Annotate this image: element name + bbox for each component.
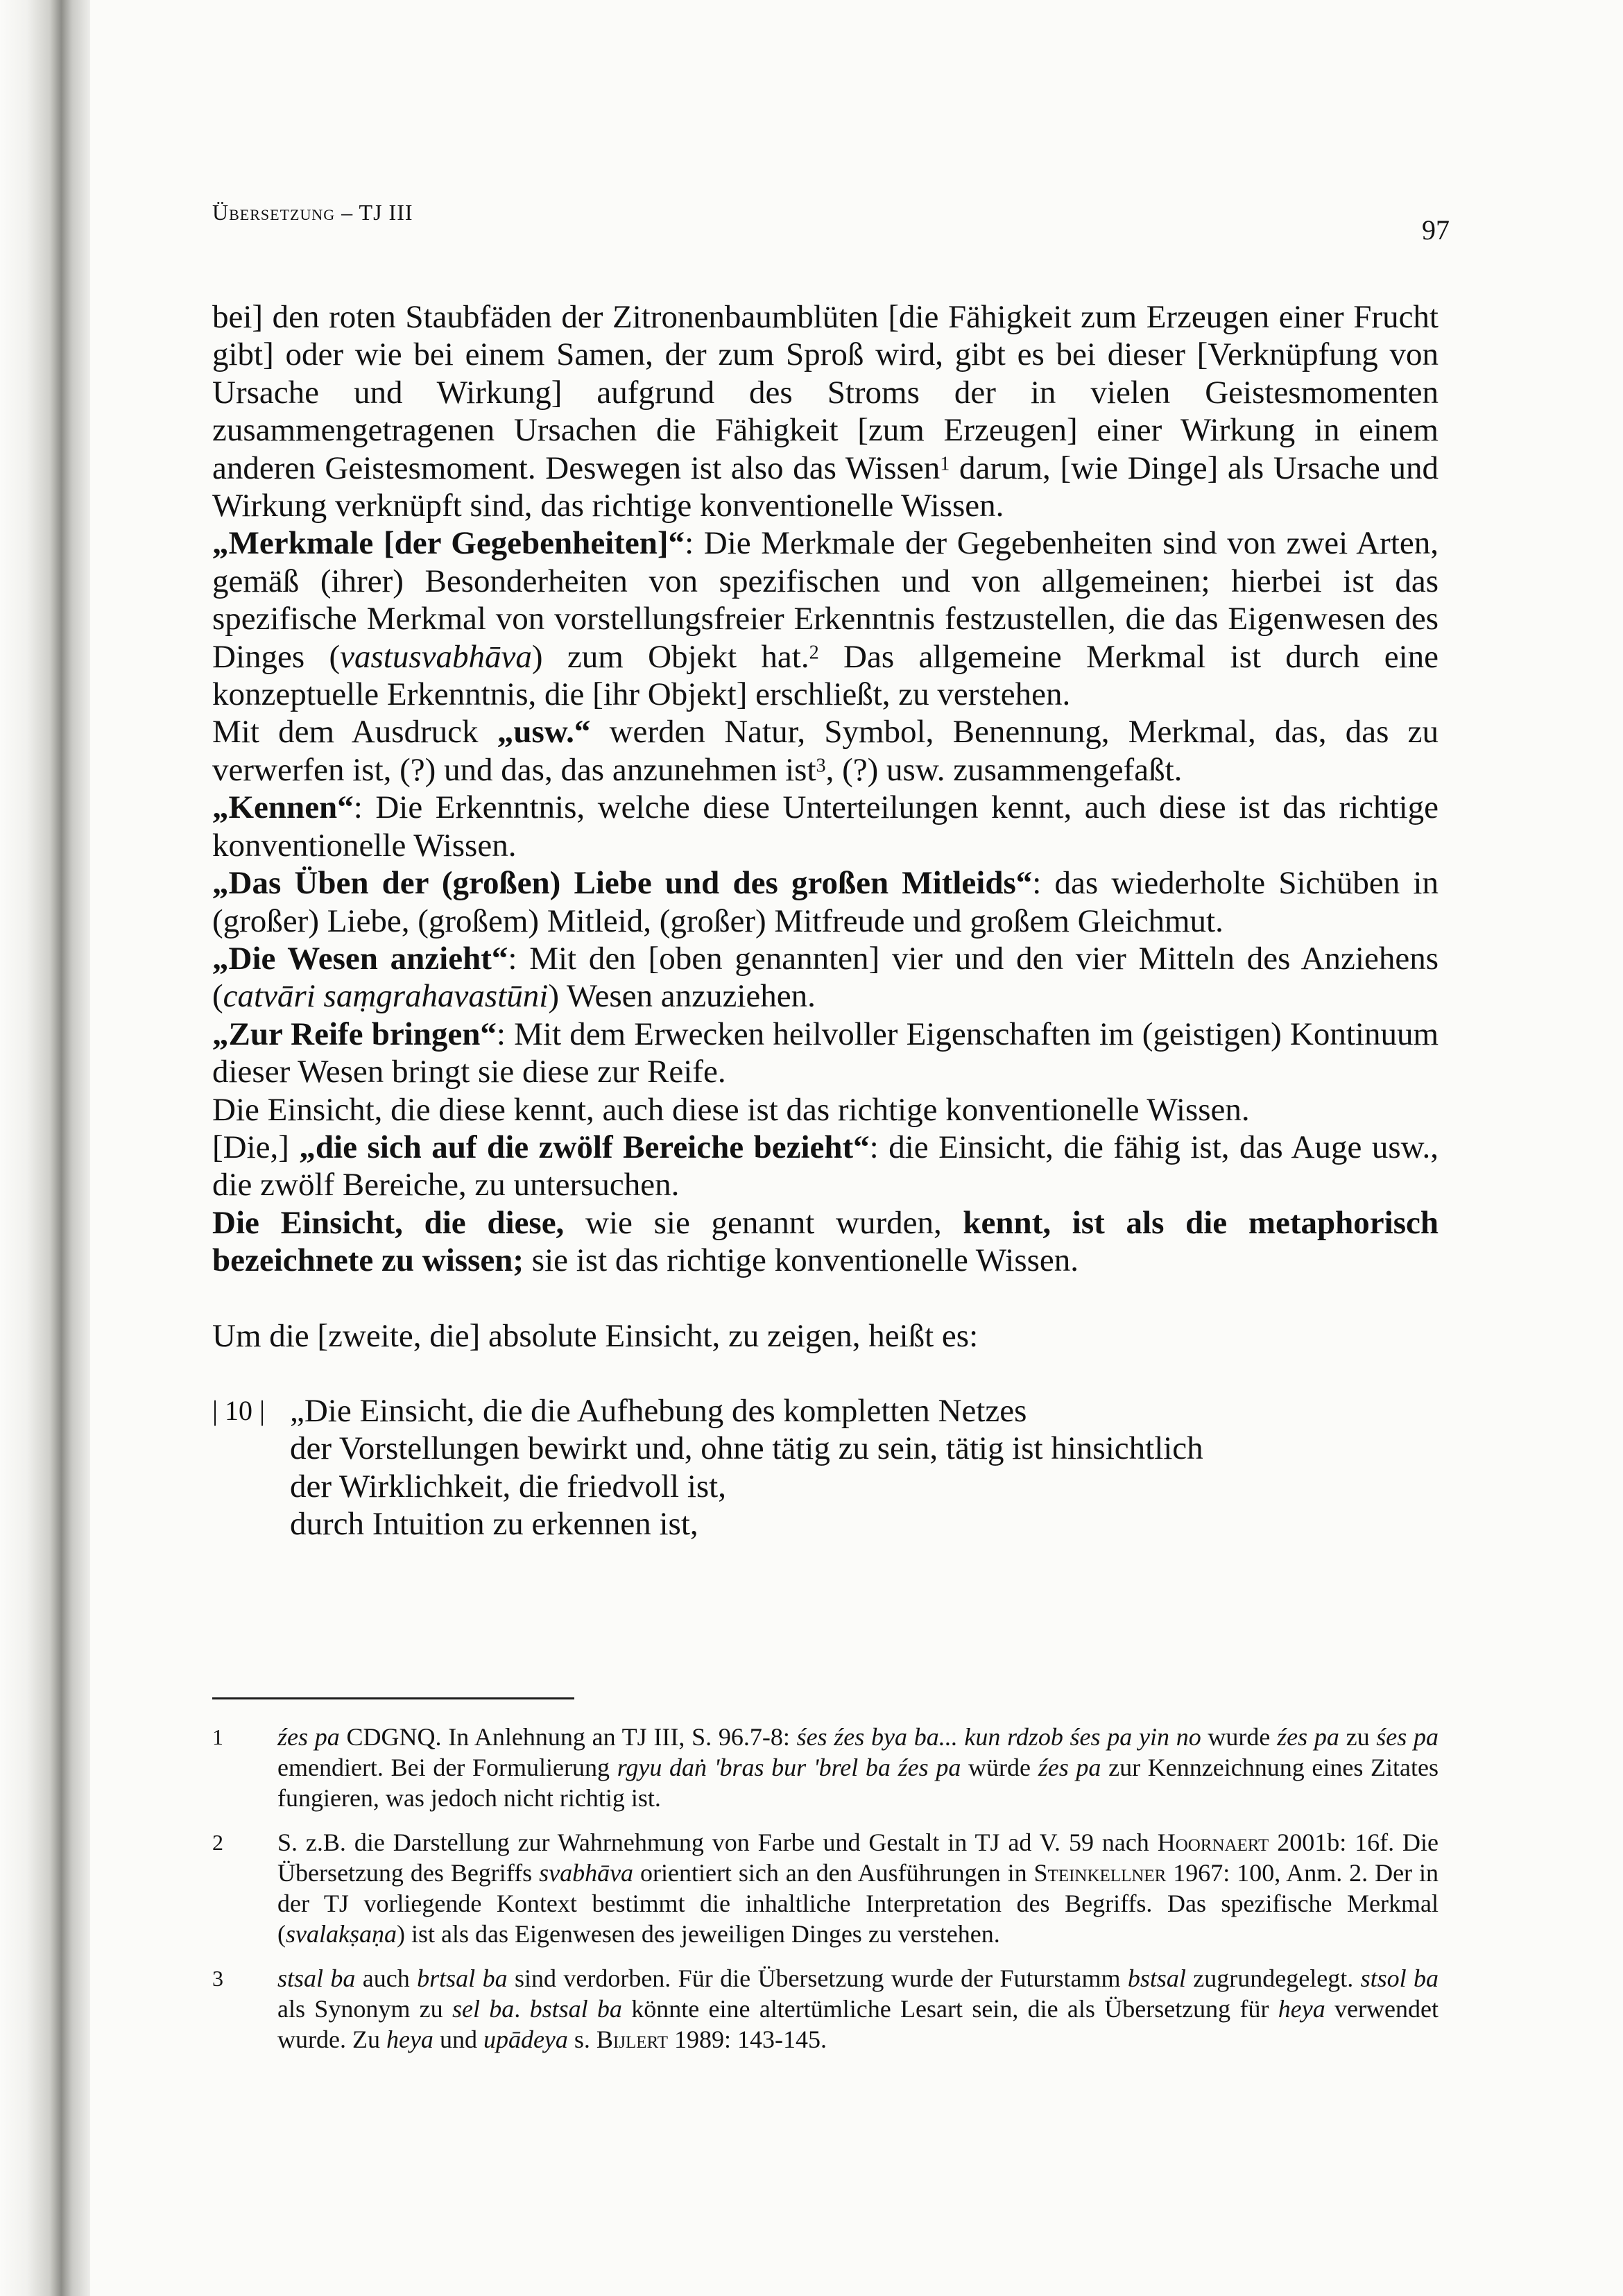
sanskrit-term: vastusvabhāva xyxy=(340,638,532,675)
footnote-number: 2 xyxy=(212,1830,223,1855)
verse-number: | 10 | xyxy=(212,1394,266,1426)
verse-block xyxy=(212,1392,1439,1543)
lemma: „Merkmale [der Gegebenheiten]“ xyxy=(212,525,685,562)
paragraph: „Merkmale [der Gegebenheiten]“: Die Merkmale der Gegebenheiten sind von zwei Arten, gemäß (ihrer) Besonderheiten von spezifischen und von allgemeinen; hierbei ist das spezifische Merkmal von vorstellungsfreier Erkenntnis festzustellen, die das Eigenwesen des Dinges (vastusvabhāva) zum Objekt hat.$^2$ Das allgemeine Merkmal ist durch eine konzeptuelle Erkenntnis, die [ihr Objekt] erschließt, zu verstehen. xyxy=(212,525,1439,713)
lemma: kennt, ist als die metaphorisch bezeichnete zu wissen; xyxy=(212,1204,1439,1279)
footnote-text: S. z.B. die Darstellung zur Wahrnehmung von Farbe und Gestalt in TJ ad V. 59 nach Hoornaert 2001b: 16f. Die Übersetzung des Begriffs svabhāva orientiert sich an den Ausführungen in Steinkellner 1967: 100, Anm. 2. Der in der TJ vorliegende Kontext bestimmt die inhaltliche Interpretation des Begriffs. Das spezifische Merkmal (svalakṣaṇa) ist als das Eigenwesen des jeweiligen Dinges zu verstehen. xyxy=(277,1828,1439,1948)
footnote-text: stsal ba auch brtsal ba sind verdorben. Für die Übersetzung wurde der Futurstamm bstsal zugrundegelegt. stsol ba als Synonym zu sel ba. bstsal ba könnte eine altertümliche Lesart sein, die als Übersetzung für heya verwendet wurde. Zu heya und upādeya s. Bijlert 1989: 143-145. xyxy=(277,1964,1439,2053)
lemma: „Die Wesen anzieht“ xyxy=(212,940,508,977)
verse-line: „Die Einsicht, die die Aufhebung des kompletten Netzes xyxy=(290,1392,1027,1429)
paragraph: [Die,] „die sich auf die zwölf Bereiche bezieht“: die Einsicht, die fähig ist, das Auge usw., die zwölf Bereiche, zu untersuchen. xyxy=(212,1129,1439,1203)
paragraph: Die Einsicht, die diese, wie sie genannt wurden, kennt, ist als die metaphorisch bezeichnete zu wissen; sie ist das richtige konventionelle Wissen. xyxy=(212,1204,1439,1279)
paragraph: „Zur Reife bringen“: Mit dem Erwecken heilvoller Eigenschaften im (geistigen) Kontinuum dieser Wesen bringt sie diese zur Reife. xyxy=(212,1016,1439,1090)
footnote-number: 3 xyxy=(212,1966,223,1991)
paragraph: Die Einsicht, die diese kennt, auch diese ist das richtige konventionelle Wissen. xyxy=(212,1091,1250,1128)
verse-lines xyxy=(290,1392,1439,1543)
footnote-ref: 2 xyxy=(809,641,819,663)
verse-line: durch Intuition zu erkennen ist, xyxy=(290,1506,698,1543)
paragraph: „Das Üben der (großen) Liebe und des großen Mitleids“: das wiederholte Sichüben in (großer) Liebe, (großem) Mitleid, (großer) Mitfreude und großem Gleichmut. xyxy=(212,865,1439,939)
lemma: „usw.“ xyxy=(497,714,591,751)
main-text xyxy=(212,298,1439,1543)
paragraph: Mit dem Ausdruck „usw.“ werden Natur, Symbol, Benennung, Merkmal, das, das zu verwerfen ist, (?) und das, das anzunehmen ist$^3$, (?) usw. zusammengefaßt. xyxy=(212,714,1439,788)
footnote xyxy=(212,1827,1439,1949)
book-spine-shadow xyxy=(0,0,90,2296)
lemma: „die sich auf die zwölf Bereiche bezieht“ xyxy=(299,1129,870,1165)
footnote-text: źes pa CDGNQ. In Anlehnung an TJ III, S. 96.7-8: śes źes bya ba... kun rdzob śes pa yin no wurde źes pa zu śes pa emendiert. Bei der Formulierung rgyu daṅ 'bras bur 'brel ba źes pa würde źes pa zur Kennzeichnung eines Zitates fungieren, was jedoch nicht richtig ist. xyxy=(277,1723,1439,1812)
verse-line: der Wirklichkeit, die friedvoll ist, xyxy=(290,1468,726,1505)
running-head: Übersetzung – TJ III xyxy=(212,200,413,225)
page-number: 97 xyxy=(1422,214,1450,246)
footnote xyxy=(212,1722,1439,1813)
footnote-ref: 1 xyxy=(940,452,950,474)
sanskrit-term: catvāri saṃgrahavastūni xyxy=(223,978,549,1015)
footnote xyxy=(212,1963,1439,2055)
paragraph: „Kennen“: Die Erkenntnis, welche diese Unterteilungen kennt, auch diese ist das richtige konventionelle Wissen. xyxy=(212,789,1439,864)
intro-line: Um die [zweite, die] absolute Einsicht, zu zeigen, heißt es: xyxy=(212,1317,979,1354)
lemma: „Kennen“ xyxy=(212,789,354,826)
paragraph: „Die Wesen anzieht“: Mit den [oben genannten] vier und den vier Mitteln des Anziehens (catvāri saṃgrahavastūni) Wesen anzuziehen. xyxy=(212,940,1439,1015)
lemma: Die Einsicht, die diese, xyxy=(212,1204,565,1241)
lemma: „Zur Reife bringen“ xyxy=(212,1016,497,1052)
page-header xyxy=(212,194,1450,246)
verse-line: der Vorstellungen bewirkt und, ohne tätig zu sein, tätig ist hinsichtlich xyxy=(290,1430,1203,1467)
lemma: „Das Üben der (großen) Liebe und des großen Mitleids“ xyxy=(212,865,1033,902)
footnotes xyxy=(212,1722,1439,2068)
footnote-number: 1 xyxy=(212,1724,223,1749)
footnote-separator xyxy=(212,1697,574,1699)
paragraph: bei] den roten Staubfäden der Zitronenbaumblüten [die Fähigkeit zum Erzeugen einer Frucht gibt] oder wie bei einem Samen, der zum Sproß wird, gibt es bei dieser [Verknüpfung von Ursache und Wirkung] aufgrund des Stroms der in vielen Geistesmomenten zusammengetragenen Ursachen die Fähigkeit [zum Erzeugen] einer Wirkung in einem anderen Geistesmoment. Deswegen ist also das Wissen$^1$ darum, [wie Dinge] als Ursache und Wirkung verknüpft sind, das richtige konventionelle Wissen. xyxy=(212,299,1439,524)
footnote-ref: 3 xyxy=(816,755,826,777)
